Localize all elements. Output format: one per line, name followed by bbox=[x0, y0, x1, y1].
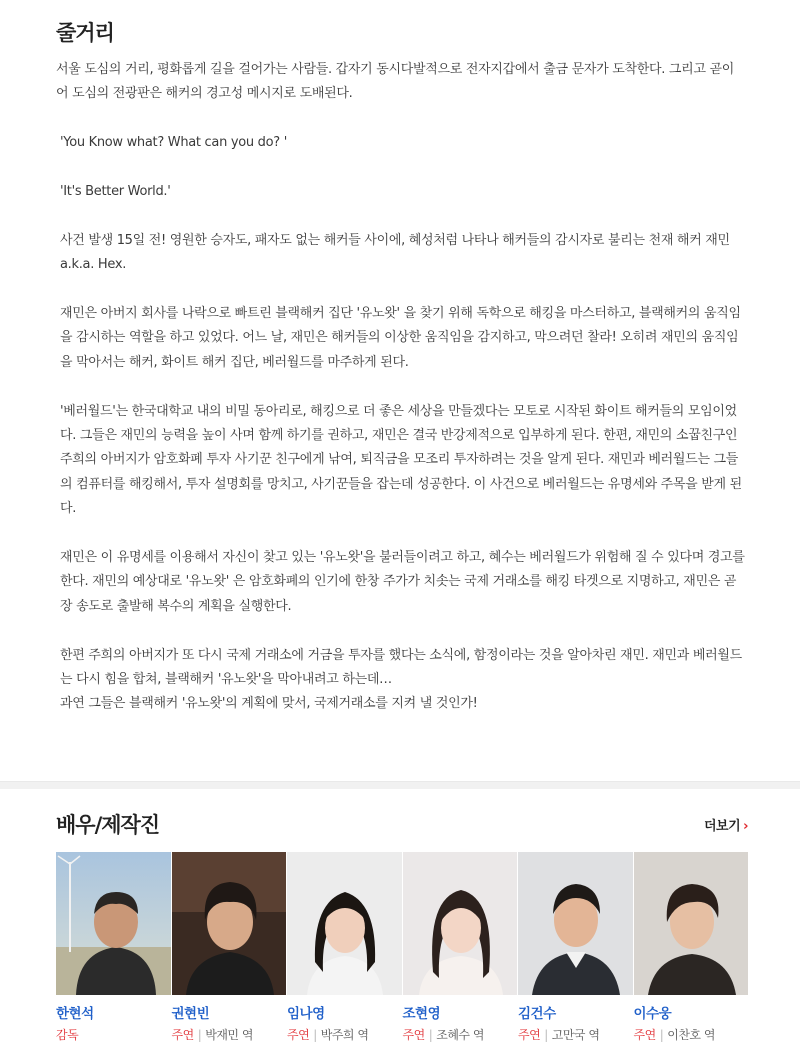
synopsis-paragraph: 재민은 이 유명세를 이용해서 자신이 찾고 있는 '유노왓'을 불러들이려고 하고, 혜수는 베러월드가 위험해 질 수 있다며 경고를 한다. 재민의 예상대로 '유노왓' 은 암호화폐의 인기에 한창 주가가 치솟는 국제 거래소를 해킹 타겟으로 지명하고, 재민은 곧장 송도로 출발해 복수의 계획을 실행한다. bbox=[60, 550, 745, 614]
synopsis-paragraph: 과연 그들은 블랙해커 '유노왓'의 계획에 맞서, 국제거래소를 지켜 낼 것인가! bbox=[60, 696, 478, 712]
synopsis-paragraph: 'You Know what? What can you do? ' bbox=[60, 135, 287, 151]
separator: | bbox=[544, 1028, 548, 1042]
synopsis-paragraph: 서울 도심의 거리, 평화롭게 길을 걸어가는 사람들. 갑자기 동시다발적으로 전자지갑에서 출금 문자가 도착한다. 그리고 곧이어 도심의 전광판은 해커의 경고성 메시지로 도배된다. bbox=[56, 62, 735, 102]
cast-header bbox=[56, 808, 748, 842]
chevron-right-icon: › bbox=[743, 819, 748, 834]
cast-photo[interactable] bbox=[403, 852, 518, 995]
cast-card[interactable] bbox=[56, 852, 171, 1052]
cast-card[interactable] bbox=[634, 852, 749, 1052]
separator: | bbox=[659, 1028, 664, 1042]
cast-character: 조혜수 역 bbox=[436, 1028, 484, 1042]
synopsis-paragraph: 재민은 아버지 회사를 나락으로 빠트린 블랙해커 집단 '유노왓' 을 찾기 위해 독학으로 해킹을 마스터하고, 블랙해커의 움직임을 감시하는 역할을 하고 있었다. 어느 날, 재민은 해커들의 이상한 움직임을 감지하고, 막으려던 찰라! 오히려 재민의 움직임을 막아서는 해커, 화이트 해커 집단, 베러월드를 마주하게 된다. bbox=[60, 306, 741, 370]
cast-name[interactable]: 조현영 bbox=[402, 1006, 441, 1022]
cast-character: 고만국 역 bbox=[551, 1028, 600, 1042]
cast-type: 주연 bbox=[287, 1028, 310, 1042]
cast-type: 주연 bbox=[633, 1028, 656, 1042]
cast-name[interactable]: 임나영 bbox=[287, 1006, 325, 1022]
cast-role bbox=[287, 1026, 402, 1043]
cast-photo[interactable] bbox=[172, 852, 287, 995]
cast-name[interactable]: 권현빈 bbox=[171, 1006, 210, 1022]
separator: | bbox=[428, 1028, 433, 1042]
cast-type: 주연 bbox=[171, 1028, 194, 1042]
cast-role bbox=[56, 1026, 171, 1043]
synopsis-title: 줄거리 bbox=[56, 21, 114, 45]
cast-photo[interactable] bbox=[518, 852, 633, 995]
cast-character: 박재민 역 bbox=[205, 1028, 253, 1042]
synopsis-paragraph: 사건 발생 15일 전! 영원한 승자도, 패자도 없는 해커들 사이에, 혜성처럼 나타나 해커들의 감시자로 불리는 천재 해커 재민 a.k.a. Hex. bbox=[60, 232, 730, 273]
separator: | bbox=[313, 1028, 317, 1042]
more-link[interactable] bbox=[704, 815, 748, 834]
cast-role bbox=[518, 1026, 633, 1043]
cast-list bbox=[56, 852, 748, 1052]
cast-role bbox=[634, 1026, 749, 1043]
synopsis-paragraph: 한편 주희의 아버지가 또 다시 국제 거래소에 거금을 투자를 했다는 소식에, 함정이라는 것을 알아차린 재민. 재민과 베러월드는 다시 힘을 합쳐, 블랙해커 '유노왓'을 막아내려고 하는데… bbox=[60, 647, 742, 688]
section-divider bbox=[0, 781, 800, 789]
more-label: 더보기 bbox=[703, 819, 741, 834]
cast-card[interactable] bbox=[172, 852, 287, 1052]
cast-role bbox=[172, 1026, 287, 1043]
cast-name[interactable]: 이수웅 bbox=[633, 1006, 672, 1022]
synopsis-paragraph: '베러월드'는 한국대학교 내의 비밀 동아리로, 해킹으로 더 좋은 세상을 만들겠다는 모토로 시작된 화이트 해커들의 모임이었다. 그들은 재민의 능력을 높이 사며 함께 하기를 권하고, 재민은 결국 반강제적으로 입부하게 된다. 한편, 재민의 소꿉친구인 주희의 아버지가 암호화폐 투자 사기꾼 친구에게 낚여, 퇴직금을 모조리 투자하려는 것을 알게 된다. 재민과 베러월드는 그들의 컴퓨터를 해킹해서, 투자 설명회를 망치고, 사기꾼들을 잡는데 성공한다. 이 사건으로 베러월드는 유명세와 주목을 받게 된다. bbox=[60, 403, 742, 517]
cast-character: 이찬호 역 bbox=[667, 1028, 715, 1042]
cast-card[interactable] bbox=[287, 852, 402, 1052]
cast-name[interactable]: 한현석 bbox=[56, 1006, 94, 1022]
cast-type: 주연 bbox=[518, 1028, 541, 1042]
cast-photo[interactable] bbox=[56, 852, 171, 995]
cast-name[interactable]: 김건수 bbox=[518, 1006, 556, 1022]
synopsis-body bbox=[56, 58, 746, 717]
cast-character: 박주희 역 bbox=[320, 1028, 369, 1042]
cast-title: 배우/제작진 bbox=[56, 813, 160, 837]
cast-photo[interactable] bbox=[287, 852, 402, 995]
cast-photo[interactable] bbox=[634, 852, 749, 995]
cast-card[interactable] bbox=[403, 852, 518, 1052]
separator: | bbox=[197, 1028, 202, 1042]
cast-role bbox=[403, 1026, 518, 1043]
cast-card[interactable] bbox=[518, 852, 633, 1052]
synopsis-paragraph: 'It's Better World.' bbox=[60, 184, 171, 199]
synopsis-section bbox=[56, 18, 746, 717]
cast-type: 감독 bbox=[56, 1028, 79, 1042]
cast-type: 주연 bbox=[402, 1028, 425, 1042]
